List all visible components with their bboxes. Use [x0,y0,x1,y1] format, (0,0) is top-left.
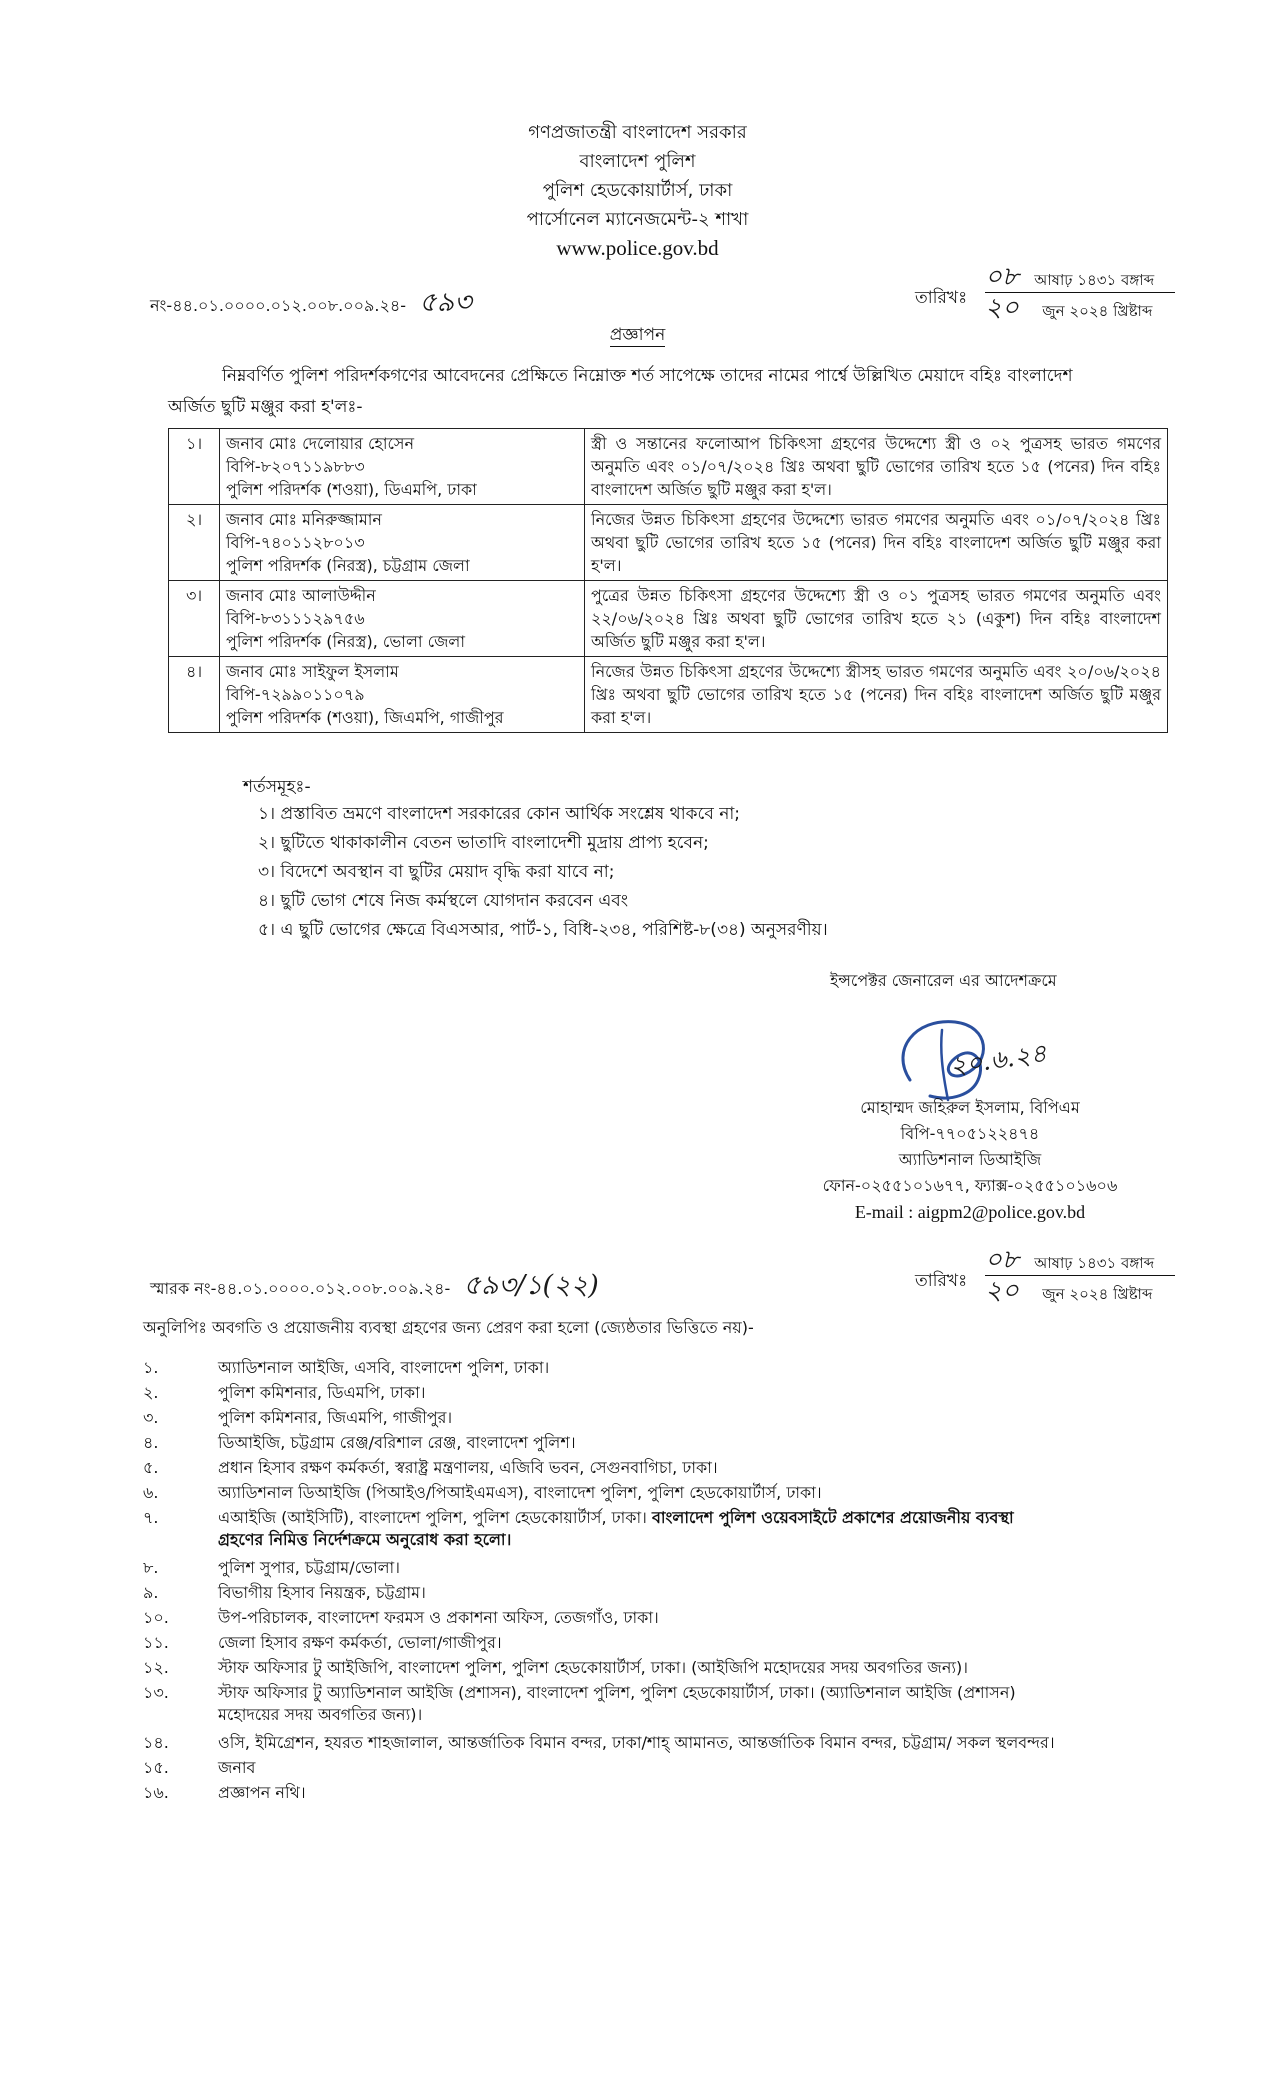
memo-number: নং-৪৪.০১.০০০০.০১২.০০৮.০০৯.২৪- [150,296,407,315]
intro-line-1: নিম্নবর্ণিত পুলিশ পরিদর্শকগণের আবেদনের প্রেক্ষিতে নিম্নোক্ত শর্ত সাপেক্ষে তাদের নামের পার্শ্বে উল্লিখিত মেয়াদে বহিঃ বাংলাদেশ [222,366,1073,386]
intro-line-2: অর্জিত ছুটি মঞ্জুর করা হ'লঃ- [168,397,363,417]
memo2-date-en-day: ২০ [985,1276,1019,1306]
serial-cell: ১। [169,429,220,505]
memo2-handwritten-number: ৫৯৩/১(২২) [463,1270,599,1301]
officer-bp: বিপি-৮২০৭১১৯৮৮৩ [226,457,365,476]
list-item: ২. পুলিশ কমিশনার, ডিএমপি, ঢাকা। [143,1383,426,1402]
list-item: ৬. অ্যাডিশনাল ডিআইজি (পিআইও/পিআইএমএস), বাংলাদেশ পুলিশ, পুলিশ হেডকোয়ার্টার্স, ঢাকা। [143,1483,822,1502]
memo2-number: স্মারক নং-৪৪.০১.০০০০.০১২.০০৮.০০৯.২৪- [150,1279,451,1298]
memo-date-bn: আষাঢ় ১৪৩১ বঙ্গাব্দ [1034,271,1155,289]
officer-post: পুলিশ পরিদর্শক (শওয়া), ডিএমপি, ঢাকা [226,480,477,499]
officer-cell [220,505,585,581]
list-item: ৮. পুলিশ সুপার, চট্টগ্রাম/ভোলা। [143,1558,400,1577]
memo-date-en-day: ২০ [985,293,1019,323]
signatory-bp: বিপি-৭৭০৫১২২৪৭৪ [900,1124,1040,1143]
list-item: ১২. স্টাফ অফিসার টু আইজিপি, বাংলাদেশ পুলিশ, পুলিশ হেডকোয়ার্টার্স, ঢাকা। (আইজিপি মহোদয়ের সদয় অবগতির জন্য)। [143,1658,969,1677]
memo2-date [985,1245,1175,1306]
officer-post: পুলিশ পরিদর্শক (শওয়া), জিএমপি, গাজীপুর [226,708,504,727]
list-item: ১১. জেলা হিসাব রক্ষণ কর্মকর্তা, ভোলা/গাজীপুর। [143,1633,502,1652]
conditions-list [258,800,828,945]
officer-post: পুলিশ পরিদর্শক (নিরস্ত্র), ভোলা জেলা [226,632,465,651]
signature-date: ২০.৬.২৪ [948,1038,1049,1081]
serial-cell: ২। [169,505,220,581]
condition-item: ৫। এ ছুটি ভোগের ক্ষেত্রে বিএসআর, পার্ট-১, বিধি-২৩৪, পরিশিষ্ট-৮(৩৪) অনুসরণীয়। [258,920,828,940]
memo-date [985,262,1175,323]
officer-post: পুলিশ পরিদর্শক (নিরস্ত্র), চট্টগ্রাম জেলা [226,556,470,575]
memo-date-en: জুন ২০২৪ খ্রিষ্টাব্দ [1042,302,1153,320]
memo2-date-bn-day: ০৮ [985,1245,1019,1275]
table-row [169,429,1168,505]
officer-name: জনাব মোঃ সাইফুল ইসলাম [226,662,399,681]
header-line-hq: পুলিশ হেডকোয়ার্টার্স, ঢাকা [542,180,733,201]
serial-cell: ৩। [169,581,220,657]
memo-handwritten-number: ৫৯৩ [419,287,472,318]
order-line: ইন্সপেক্টর জেনারেল এর আদেশক্রমে [830,971,1057,990]
officer-cell [220,657,585,733]
notice-title: প্রজ্ঞাপন [609,325,666,345]
signatory [760,1095,1180,1225]
table-row [169,581,1168,657]
list-item: ৩. পুলিশ কমিশনার, জিএমপি, গাজীপুর। [143,1408,453,1427]
memo-date-label: তারিখঃ [915,288,968,308]
header-line-government: গণপ্রজাতন্ত্রী বাংলাদেশ সরকার [528,122,747,143]
memo2-number-row [150,1265,599,1310]
header-line-branch: পার্সোনেল ম্যানেজমেন্ট-২ শাখা [526,209,749,230]
list-item: ১. অ্যাডিশনাল আইজি, এসবি, বাংলাদেশ পুলিশ, ঢাকা। [143,1358,550,1377]
officer-bp: বিপি-৭২৯৯০১১০৭৯ [226,685,365,704]
officer-bp: বিপি-৭৪০১১২৮০১৩ [226,533,365,552]
leave-description: স্ত্রী ও সন্তানের ফলোআপ চিকিৎসা গ্রহণের উদ্দেশ্যে স্ত্রী ও ০২ পুত্রসহ ভারত গমণের অনুমতি এবং ০১/০৭/২০২৪ খ্রিঃ অথবা ছুটি ভোগের তারিখ হতে ১৫ (পনের) দিন বহিঃ বাংলাদেশ অর্জিত ছুটি মঞ্জুর করা হ'ল। [585,429,1168,505]
serial-cell: ৪। [169,657,220,733]
leave-description: নিজের উন্নত চিকিৎসা গ্রহণের উদ্দেশ্যে স্ত্রীসহ ভারত গমণের অনুমতি এবং ২০/০৬/২০২৪ খ্রিঃ অথবা ছুটি ভোগের তারিখ হতে ১৫ (পনের) দিন বহিঃ বাংলাদেশ অর্জিত ছুটি মঞ্জুর করা হ'ল। [585,657,1168,733]
conditions-title: শর্তসমূহঃ- [243,777,311,797]
signatory-email: E-mail : aigpm2@police.gov.bd [854,1202,1086,1222]
officer-name: জনাব মোঃ আলাউদ্দীন [226,586,376,605]
list-item: ১৪. ওসি, ইমিগ্রেশন, হযরত শাহজালাল, আন্তর্জাতিক বিমান বন্দর, ঢাকা/শাহ্ আমানত, আন্তর্জাতিক বিমান বন্দর, চট্টগ্রাম/ সকল স্থলবন্দর। [143,1733,1055,1752]
list-item: ৫. প্রধান হিসাব রক্ষণ কর্মকর্তা, স্বরাষ্ট্র মন্ত্রণালয়, এজিবি ভবন, সেগুনবাগিচা, ঢাকা। [143,1458,718,1477]
memo2-date-en: জুন ২০২৪ খ্রিষ্টাব্দ [1042,1285,1153,1303]
list-item: ৪. ডিআইজি, চট্টগ্রাম রেঞ্জ/বরিশাল রেঞ্জ, বাংলাদেশ পুলিশ। [143,1433,576,1452]
list-item: ১০. উপ-পরিচালক, বাংলাদেশ ফরমস ও প্রকাশনা অফিস, তেজগাঁও, ঢাকা। [143,1608,659,1627]
list-item: ১৫. জনাব [143,1758,256,1777]
condition-item: ৪। ছুটি ভোগ শেষে নিজ কর্মস্থলে যোগদান করবেন এবং [258,891,629,911]
memo-date-bn-day: ০৮ [985,262,1019,292]
leave-description: নিজের উন্নত চিকিৎসা গ্রহণের উদ্দেশ্যে ভারত গমণের অনুমতি এবং ০১/০৭/২০২৪ খ্রিঃ অথবা ছুটি ভোগের তারিখ হতে ১৫ (পনের) দিন বহিঃ বাংলাদেশ অর্জিত ছুটি মঞ্জুর করা হ'ল। [585,505,1168,581]
signatory-phone: ফোন-০২৫৫১০১৬৭৭, ফ্যাক্স-০২৫৫১০১৬০৬ [822,1176,1118,1195]
leave-grant-table [168,428,1168,733]
website-request: বাংলাদেশ পুলিশ ওয়েবসাইটে প্রকাশের প্রয়োজনীয় ব্যবস্থা [651,1508,1014,1527]
officer-cell [220,429,585,505]
header-line-police: বাংলাদেশ পুলিশ [579,151,696,172]
list-item: ১৩. স্টাফ অফিসার টু অ্যাডিশনাল আইজি (প্রশাসন), বাংলাদেশ পুলিশ, পুলিশ হেডকোয়ার্টার্স, ঢাকা। (অ্যাডিশনাল আইজি (প্রশাসন) মহোদয়ের সদয় অবগতির জন্য)। [143,1683,1016,1724]
officer-cell [220,581,585,657]
signatory-designation: অ্যাডিশনাল ডিআইজি [898,1150,1042,1169]
memo2-date-label: তারিখঃ [915,1271,968,1291]
memo2-date-bn: আষাঢ় ১৪৩১ বঙ্গাব্দ [1034,1254,1155,1272]
table-row [169,657,1168,733]
header-line-website: www.police.gov.bd [556,236,719,260]
leave-description: পুত্রের উন্নত চিকিৎসা গ্রহণের উদ্দেশ্যে স্ত্রী ও ০১ পুত্রসহ ভারত গমণের অনুমতি এবং ২২/০৬/২০২৪ খ্রিঃ অথবা ছুটি ভোগের তারিখ হতে ২১ (একুশ) দিন বহিঃ বাংলাদেশ অর্জিত ছুটি মঞ্জুর করা হ'ল। [585,581,1168,657]
officer-name: জনাব মোঃ মনিরুজ্জামান [226,510,382,529]
list-item: ৭. এআইজি (আইসিটি), বাংলাদেশ পুলিশ, পুলিশ হেডকোয়ার্টার্স, ঢাকা। বাংলাদেশ পুলিশ ওয়েবসাইটে প্রকাশের প্রয়োজনীয় ব্যবস্থা গ্রহণের নিমিত্ত নির্দেশক্রমে অনুরোধ করা হলো। [143,1508,1014,1549]
list-item: ১৬. প্রজ্ঞাপন নথি। [143,1783,306,1802]
letterhead [0,118,1275,263]
table-row [169,505,1168,581]
copy-intro: অনুলিপিঃ অবগতি ও প্রয়োজনীয় ব্যবস্থা গ্রহণের জন্য প্রেরণ করা হলো (জ্যেষ্ঠতার ভিত্তিতে নয়)- [143,1318,754,1337]
signatory-name: মোহাম্মদ জহিরুল ইসলাম, বিপিএম [860,1098,1080,1117]
memo-number-row [150,282,472,327]
condition-item: ২। ছুটিতে থাকাকালীন বেতন ভাতাদি বাংলাদেশী মুদ্রায় প্রাপ্য হবেন; [258,833,709,853]
officer-bp: বিপি-৮৩১১১২৯৭৫৬ [226,609,365,628]
condition-item: ৩। বিদেশে অবস্থান বা ছুটির মেয়াদ বৃদ্ধি করা যাবে না; [258,862,615,882]
list-item: ৯. বিভাগীয় হিসাব নিয়ন্ত্রক, চট্টগ্রাম। [143,1583,426,1602]
condition-item: ১। প্রস্তাবিত ভ্রমণে বাংলাদেশ সরকারের কোন আর্থিক সংশ্লেষ থাকবে না; [258,804,741,824]
officer-name: জনাব মোঃ দেলোয়ার হোসেন [226,434,415,453]
website-request-2: গ্রহণের নিমিত্ত নির্দেশক্রমে অনুরোধ করা হলো। [218,1530,512,1549]
